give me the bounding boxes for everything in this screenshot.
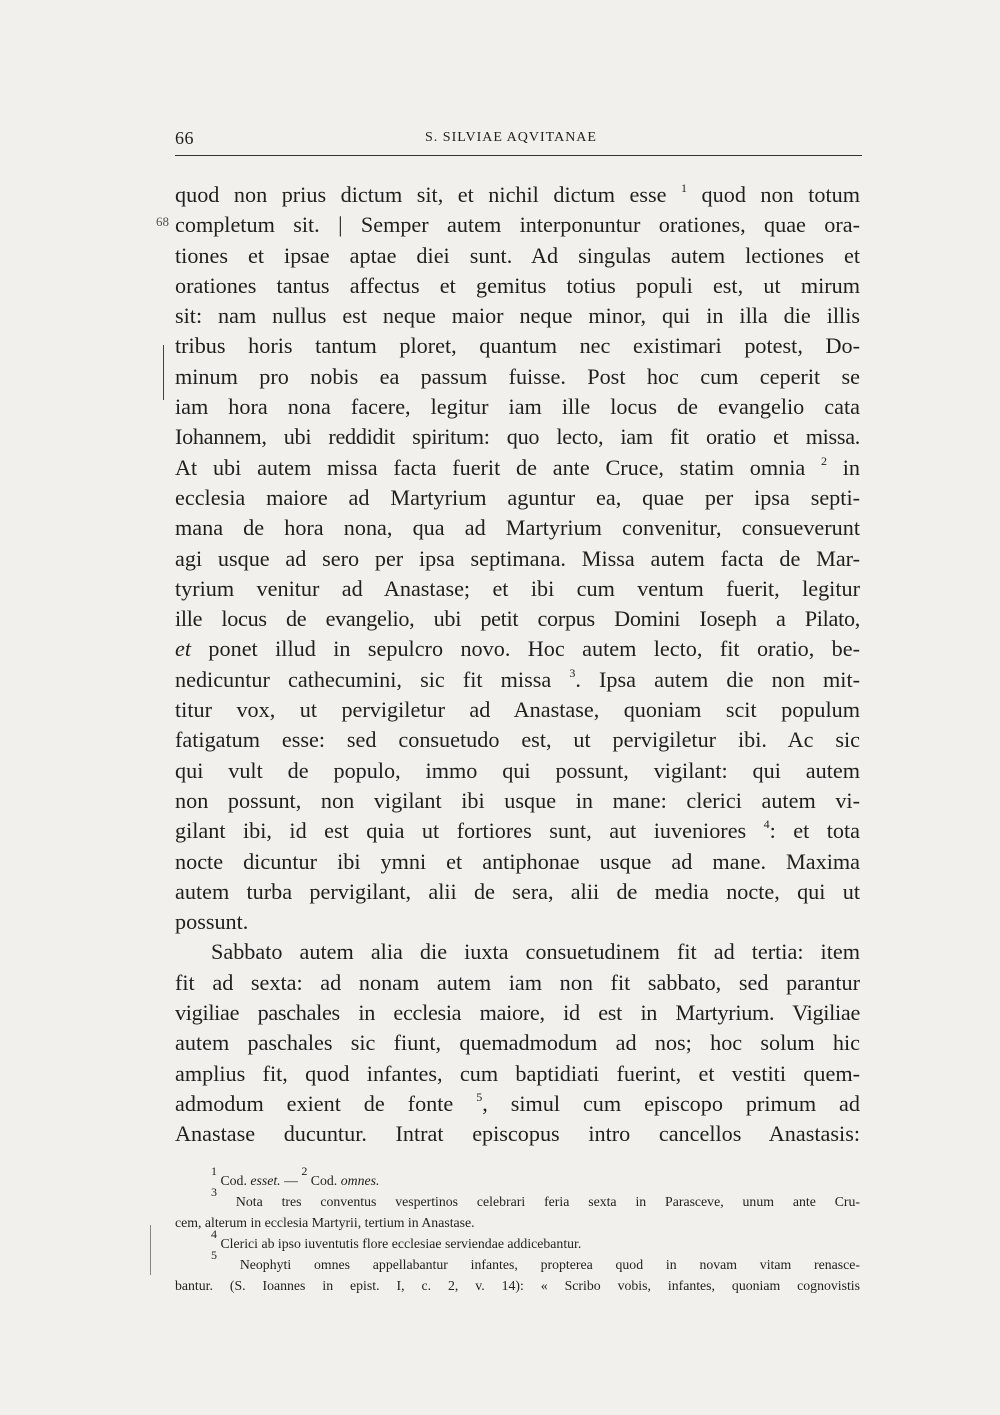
footnote-ref: 4	[763, 817, 770, 832]
text-line: autem paschales sic fiunt, quemadmodum ad nos; hoc solum hic	[175, 1030, 860, 1056]
text-line: amplius fit, quod infantes, cum baptidiati fuerint, et vestiti quem-	[175, 1060, 860, 1086]
text-line: vigiliae paschales in ecclesia maiore, id est in Martyrium. Vigiliae	[175, 1000, 860, 1026]
running-head	[175, 128, 862, 158]
page-number: 66	[175, 128, 194, 148]
footnote-3-cont: cem, alterum in ecclesia Martyrii, tertium in Anastase.	[175, 1215, 475, 1230]
text-line: et ponet illud in sepulcro novo. Hoc autem lecto, fit oratio, be-	[175, 636, 860, 662]
text-line: tiones et ipsae aptae diei sunt. Ad singulas autem lectiones et	[175, 242, 860, 268]
text-line: completum sit. | Semper autem interponuntur orationes, quae ora-	[175, 212, 860, 238]
footnote-4: $^4$ Clerici ab ipso iuventutis flore ecclesiae serviendae addicebantur.	[211, 1227, 582, 1251]
text-line: sit: nam nullus est neque maior neque minor, qui in illa die illis	[175, 303, 860, 329]
text-line: Anastase ducuntur. Intrat episcopus intro cancellos Anastasis:	[175, 1121, 860, 1147]
text-line: nocte dicuntur ibi ymni et antiphonae usque ad mane. Maxima	[175, 848, 860, 874]
text-line: autem turba pervigilant, alii de sera, alii de media nocte, qui ut	[175, 878, 860, 904]
text-line: possunt.	[175, 909, 249, 935]
text-line: quod non prius dictum sit, et nichil dictum esse $^1$ quod non totum	[175, 181, 861, 207]
text-line: admodum exient de fonte $^5$, simul cum episcopo primum ad	[175, 1089, 861, 1116]
text-line: Iohannem, ubi reddidit spiritum: quo lecto, iam fit oratio et missa.	[175, 424, 860, 450]
footnote-ref: 5	[476, 1089, 483, 1104]
footnote-3: $^3$ Nota tres conventus vespertinos celebrari feria sexta in Parasceve, unum ante Cru-	[211, 1185, 860, 1209]
footnote-ref: 2	[820, 453, 827, 468]
text-line: tyrium venitur ad Anastase; et ibi cum ventum fuerit, legitur	[175, 575, 860, 601]
footnote-ref: 3	[569, 665, 576, 680]
text-line: ecclesia maiore ad Martyrium aguntur ea, quae per ipsa septi-	[175, 484, 860, 510]
main-text	[175, 180, 860, 1150]
text-line: nedicuntur cathecumini, sic fit missa $^3$. Ipsa autem die non mit-	[175, 665, 861, 692]
footnote-1-2: $^1$ Cod. esset. — $^2$ Cod. omnes.	[211, 1164, 380, 1188]
text-line: At ubi autem missa facta fuerit de ante Cruce, statim omnia $^2$ in	[175, 453, 860, 480]
text-line: tribus horis tantum ploret, quantum nec existimari potest, Do-	[175, 333, 860, 359]
header-rule	[175, 155, 862, 156]
margin-line-number: 68	[156, 214, 169, 229]
text-line: gilant ibi, id est quia ut fortiores sunt, aut iuveniores $^4$: et tota	[175, 817, 861, 844]
text-line: agi usque ad sero per ipsa septimana. Missa autem facta de Mar-	[175, 545, 860, 571]
margin-mark	[163, 345, 164, 400]
text-line: non possunt, non vigilant ibi usque in mane: clerici autem vi-	[175, 787, 860, 813]
text-line: ille locus de evangelio, ubi petit corpus Domini Ioseph a Pilato,	[175, 606, 860, 632]
text-line: fit ad sexta: ad nonam autem iam non fit sabbato, sed parantur	[175, 969, 860, 995]
footnote-5: $^5$ Neophyti omnes appellabantur infantes, propterea quod in novam vitam renasce-	[211, 1248, 860, 1272]
text-line: titur vox, ut pervigiletur ad Anastase, quoniam scit populum	[175, 697, 860, 723]
text-line: mana de hora nona, qua ad Martyrium convenitur, consueverunt	[175, 515, 860, 541]
footnotes	[175, 1164, 860, 1296]
text-line: fatigatum esse: sed consuetudo est, ut pervigiletur ibi. Ac sic	[175, 727, 860, 753]
text-line: Sabbato autem alia die iuxta consuetudinem fit ad tertia: item	[211, 939, 860, 965]
margin-mark-footnotes	[150, 1225, 151, 1275]
text-line: minum pro nobis ea passum fuisse. Post hoc cum ceperit se	[175, 363, 860, 389]
text-line: orationes tantus affectus et gemitus totius populi est, ut mirum	[175, 272, 860, 298]
text-line: qui vult de populo, immo qui possunt, vigilant: qui autem	[175, 757, 860, 783]
footnote-5-cont: bantur. (S. Ioannes in epist. I, c. 2, v. 14): « Scribo vobis, infantes, quoniam cognovistis	[175, 1278, 860, 1293]
running-title: S. SILVIAE AQVITANAE	[425, 130, 597, 145]
text-line: iam hora nona facere, legitur iam ille locus de evangelio cata	[175, 394, 860, 420]
footnote-ref: 1	[681, 181, 687, 195]
